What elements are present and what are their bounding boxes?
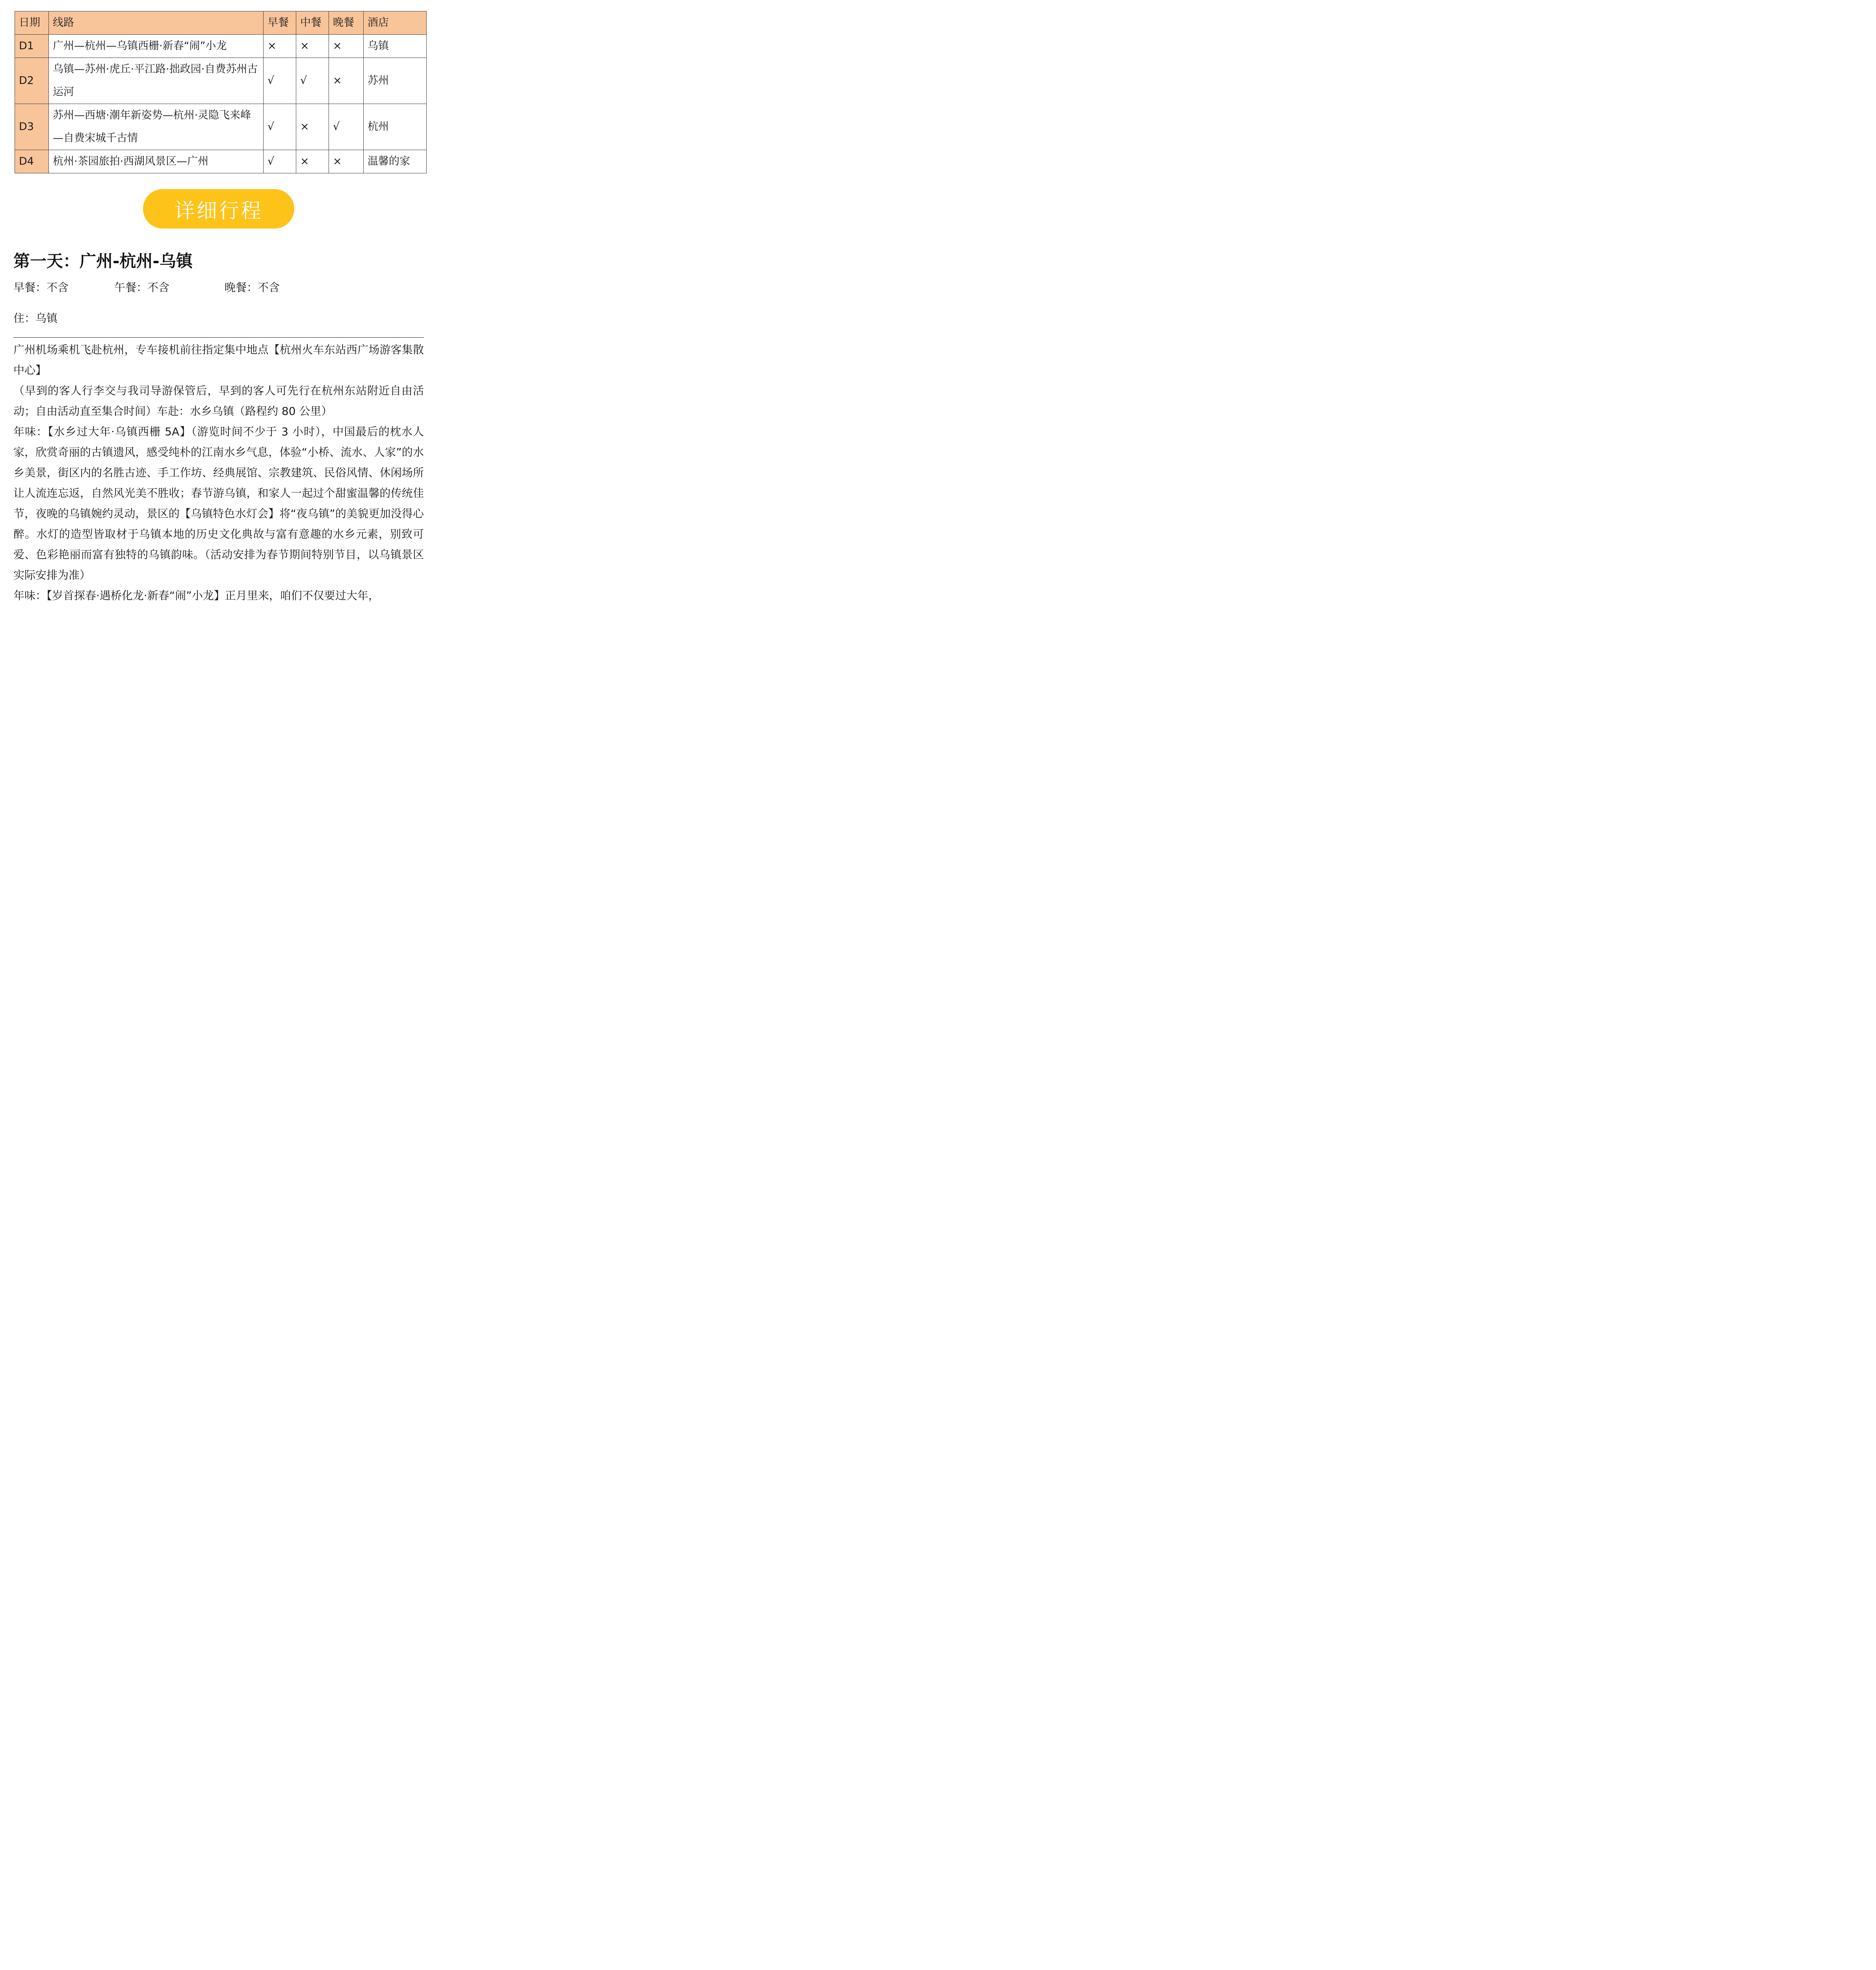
day-cell: D1: [15, 35, 49, 58]
header-date: 日期: [15, 11, 49, 35]
route-cell: 广州—杭州—乌镇西栅·新春“闹”小龙: [49, 35, 264, 58]
header-dinner: 晚餐: [329, 11, 364, 35]
hotel-cell: 杭州: [364, 104, 427, 150]
day-title: 第一天：广州-杭州-乌镇: [13, 251, 193, 271]
header-hotel: 酒店: [364, 11, 427, 35]
lunch-cell: √: [296, 58, 329, 104]
lunch-cell: ×: [296, 35, 329, 58]
route-cell: 杭州·茶园旅拍·西湖风景区—广州: [49, 150, 264, 173]
hotel-cell: 苏州: [364, 58, 427, 104]
table-row: [15, 35, 427, 58]
breakfast-cell: √: [264, 150, 296, 173]
meal-dinner: 晚餐：不含: [225, 281, 280, 294]
route-cell: 苏州—西塘·潮年新姿势—杭州·灵隐飞来峰—自费宋城千古情: [49, 104, 264, 150]
header-lunch: 中餐: [296, 11, 329, 35]
day-cell: D4: [15, 150, 49, 173]
header-breakfast: 早餐: [264, 11, 296, 35]
route-cell: 乌镇—苏州·虎丘·平江路·拙政园·自费苏州古运河: [49, 58, 264, 104]
lunch-cell: ×: [296, 104, 329, 150]
dinner-cell: ×: [329, 58, 364, 104]
table-row: [15, 58, 427, 104]
header-route: 线路: [49, 11, 264, 35]
dinner-cell: ×: [329, 35, 364, 58]
meal-lunch: 午餐：不含: [114, 281, 170, 294]
paragraph: （早到的客人行李交与我司导游保管后，早到的客人可先行在杭州东站附近自由活动；自由活动直至集合时间）车赴：水乡乌镇（路程约 80 公里）: [13, 384, 424, 418]
section-banner: 详细行程: [143, 189, 294, 229]
hotel-cell: 温馨的家: [364, 150, 427, 173]
paragraph: 年味：【水乡过大年·乌镇西栅 5A】（游览时间不少于 3 小时），中国最后的枕水人家，欣赏奇丽的古镇遗风，感受纯朴的江南水乡气息，体验“小桥、流水、人家”的水乡美景，街区内的名胜古迹、手工作坊、经典展馆、宗教建筑、民俗风情、休闲场所让人流连忘返，自然风光美不胜收；春节游乌镇，和家人一起过个甜蜜温馨的传统佳节，夜晚的乌镇婉约灵动，景区的【乌镇特色水灯会】将“夜乌镇”的美貌更加没得心醉。水灯的造型皆取材于乌镇本地的历史文化典故与富有意趣的水乡元素，别致可爱、色彩艳丽而富有独特的乌镇韵味。（活动安排为春节期间特别节目，以乌镇景区实际安排为准）: [13, 425, 424, 582]
breakfast-cell: ×: [264, 35, 296, 58]
hotel-cell: 乌镇: [364, 35, 427, 58]
dinner-cell: ×: [329, 150, 364, 173]
day-cell: D2: [15, 58, 49, 104]
paragraph: 年味：【岁首探春·遇桥化龙·新春“闹”小龙】正月里来，咱们不仅要过大年，: [13, 589, 379, 602]
lunch-cell: ×: [296, 150, 329, 173]
divider: [13, 337, 424, 338]
breakfast-cell: √: [264, 104, 296, 150]
table-row: [15, 104, 427, 150]
itinerary-description: [13, 340, 424, 606]
dinner-cell: √: [329, 104, 364, 150]
day-cell: D3: [15, 104, 49, 150]
table-row: [15, 150, 427, 173]
meal-breakfast: 早餐：不含: [13, 281, 69, 294]
itinerary-table: [15, 11, 427, 173]
paragraph: 广州机场乘机飞赴杭州，专车接机前往指定集中地点【杭州火车东站西广场游客集散中心】: [13, 343, 424, 377]
stay-info: 住：乌镇: [13, 312, 58, 325]
table-header-row: [15, 11, 427, 35]
breakfast-cell: √: [264, 58, 296, 104]
